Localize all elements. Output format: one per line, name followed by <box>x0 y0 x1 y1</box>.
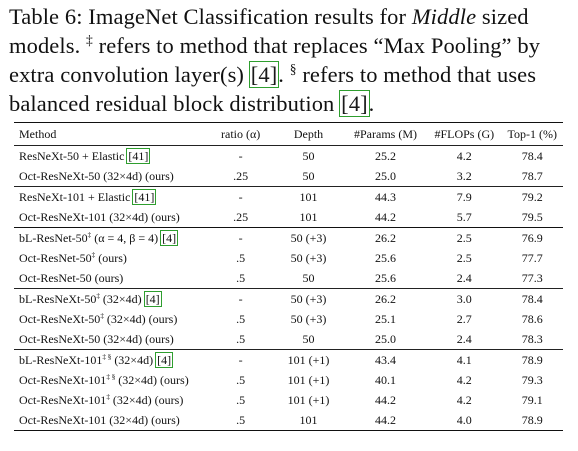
cell-top1: 79.5 <box>521 210 543 224</box>
table-row <box>14 410 563 431</box>
cell-method <box>14 410 208 431</box>
method-detail: (ours) <box>95 251 127 265</box>
cell-ratio: .25 <box>233 210 249 224</box>
caption-line-3 <box>9 60 571 89</box>
caption-text: sized <box>476 4 529 29</box>
caption-text: extra convolution layer(s) <box>9 62 250 87</box>
method-name: Oct-ResNet-50 (ours) <box>19 271 124 285</box>
cell-top1: 79.3 <box>521 373 543 387</box>
caption-text: models. <box>9 33 87 58</box>
cell-ratio: - <box>208 187 273 208</box>
cell-depth: 50 (+3) <box>273 228 344 249</box>
table-row <box>14 370 563 390</box>
table-row <box>14 207 563 228</box>
method-name: Oct-ResNeXt-101 <box>19 373 107 387</box>
cell-depth: 50 (+3) <box>273 289 344 310</box>
cell-depth: 101 <box>273 187 344 208</box>
cell-depth: 101 (+1) <box>287 373 330 387</box>
cell-depth: 50 (+3) <box>290 251 327 265</box>
header-ratio: ratio (α) <box>208 123 273 146</box>
table-row <box>14 309 563 329</box>
cell-flops: 2.5 <box>456 251 472 265</box>
cell-top1: 76.9 <box>501 228 563 249</box>
cell-params: 25.6 <box>375 251 396 265</box>
header-depth: Depth <box>273 123 344 146</box>
cell-top1: 78.7 <box>521 169 543 183</box>
cell-depth: 50 <box>302 271 315 285</box>
cell-flops: 4.2 <box>456 373 472 387</box>
method-detail: (32×4d) <box>99 292 145 306</box>
caption-italic: Middle <box>411 4 477 29</box>
table-body <box>14 146 563 431</box>
section-symbol: § <box>289 61 297 77</box>
cell-top1: 77.3 <box>521 271 543 285</box>
method-name: Oct-ResNeXt-50 (32×4d) (ours) <box>19 169 174 183</box>
cell-method <box>14 146 208 167</box>
table-row <box>14 268 563 289</box>
cell-depth: 50 (+3) <box>290 312 327 326</box>
caption-text: . <box>368 91 375 116</box>
cell-top1: 78.4 <box>501 289 563 310</box>
citation-link[interactable]: [4] <box>341 91 368 116</box>
caption-line-2 <box>9 31 571 60</box>
cell-method <box>14 207 208 228</box>
header-params: #Params (M) <box>344 123 427 146</box>
cell-flops: 4.1 <box>427 350 501 371</box>
caption-label: Table 6: <box>9 4 83 29</box>
caption-line-4 <box>9 89 571 118</box>
citation-link[interactable]: [41] <box>128 149 149 163</box>
cell-method <box>14 309 208 329</box>
method-name: Oct-ResNeXt-50 <box>19 312 101 326</box>
caption-line-1 <box>9 2 571 31</box>
cell-flops: 4.2 <box>456 149 472 163</box>
dagger-symbol: ‡ <box>86 32 93 48</box>
citation-link[interactable]: [4] <box>250 62 278 87</box>
header-flops: #FLOPs (G) <box>427 123 501 146</box>
table-row <box>14 228 563 249</box>
cell-flops: 4.2 <box>456 393 472 407</box>
cell-depth: 101 (+1) <box>287 393 330 407</box>
header-top1: Top-1 (%) <box>501 123 563 146</box>
cell-params: 26.2 <box>344 228 427 249</box>
table-row <box>14 390 563 410</box>
cell-flops: 2.7 <box>456 312 472 326</box>
citation-link[interactable]: [4] <box>157 353 172 367</box>
cell-ratio: - <box>208 350 273 371</box>
cell-ratio: .25 <box>233 169 249 183</box>
table-row <box>14 187 563 208</box>
method-name: bL-ResNeXt-101 <box>19 353 103 367</box>
method-name: bL-ResNet-50 <box>19 231 88 245</box>
table-row <box>14 248 563 268</box>
cell-ratio: .5 <box>236 373 246 387</box>
cell-flops: 2.4 <box>456 271 472 285</box>
table-caption <box>9 2 571 118</box>
cell-params: 44.3 <box>344 187 427 208</box>
cell-top1: 77.7 <box>521 251 543 265</box>
method-superscript: ‡ § <box>102 353 112 361</box>
cell-method <box>14 268 208 289</box>
table-row <box>14 350 563 371</box>
cell-flops: 3.2 <box>456 169 472 183</box>
cell-top1: 78.6 <box>521 312 543 326</box>
cell-flops: 2.5 <box>427 228 501 249</box>
cell-method <box>14 350 208 371</box>
method-detail: (32×4d) <box>111 353 157 367</box>
method-superscript: ‡ <box>87 231 92 239</box>
table-row <box>14 166 563 187</box>
citation-link[interactable]: [4] <box>145 292 160 306</box>
cell-flops: 3.0 <box>427 289 501 310</box>
method-name: Oct-ResNeXt-50 (32×4d) (ours) <box>19 332 174 346</box>
method-superscript: ‡ § <box>106 373 116 381</box>
method-name: bL-ResNeXt-50 <box>19 292 97 306</box>
caption-text: refers to method that replaces “Max Pooling” by <box>92 33 541 58</box>
method-name: ResNeXt-50 + Elastic <box>19 149 128 163</box>
cell-ratio: .5 <box>236 271 246 285</box>
cell-params: 44.2 <box>375 393 396 407</box>
cell-params: 25.0 <box>375 332 396 346</box>
cell-method <box>14 370 208 390</box>
cell-depth: 50 <box>302 332 315 346</box>
method-detail: (32×4d) (ours) <box>103 312 178 326</box>
cell-params: 44.2 <box>344 410 427 431</box>
cell-ratio: - <box>238 149 243 163</box>
cell-ratio: .5 <box>208 410 273 431</box>
cell-ratio: - <box>208 228 273 249</box>
caption-text: ImageNet Classification results for <box>82 4 412 29</box>
method-detail: (32×4d) (ours) <box>109 393 184 407</box>
table-row <box>14 329 563 350</box>
cell-params: 40.1 <box>375 373 396 387</box>
caption-text: . <box>278 62 290 87</box>
method-name: Oct-ResNet-50 <box>19 251 92 265</box>
table-header-row <box>14 123 563 146</box>
method-name: Oct-ResNeXt-101 (32×4d) (ours) <box>19 413 180 427</box>
cell-method <box>14 187 208 208</box>
method-detail: (α = 4, β = 4) <box>91 231 162 245</box>
method-superscript: ‡ <box>106 393 110 401</box>
cell-method <box>14 390 208 410</box>
cell-ratio: .5 <box>236 251 246 265</box>
cell-params: 25.2 <box>375 149 396 163</box>
cell-method <box>14 248 208 268</box>
method-name: Oct-ResNeXt-101 (32×4d) (ours) <box>19 210 180 224</box>
cell-depth: 50 <box>302 149 315 163</box>
cell-method <box>14 329 208 350</box>
table-row <box>14 146 563 167</box>
cell-top1: 78.9 <box>501 410 563 431</box>
cell-ratio: - <box>208 289 273 310</box>
caption-text: balanced residual block distribution <box>9 91 341 116</box>
cell-params: 44.2 <box>375 210 396 224</box>
cell-depth: 101 (+1) <box>273 350 344 371</box>
method-detail: (32×4d) (ours) <box>115 373 189 387</box>
cell-top1: 78.9 <box>501 350 563 371</box>
cell-depth: 50 <box>302 169 315 183</box>
method-name: ResNeXt-101 + Elastic <box>19 190 134 204</box>
cell-flops: 5.7 <box>456 210 472 224</box>
cell-ratio: .5 <box>236 332 246 346</box>
cell-ratio: .5 <box>236 393 246 407</box>
cell-params: 25.6 <box>375 271 396 285</box>
cell-method <box>14 228 208 249</box>
cell-method <box>14 166 208 187</box>
cell-params: 26.2 <box>344 289 427 310</box>
citation-link[interactable]: [41] <box>134 190 155 204</box>
table-row <box>14 289 563 310</box>
cell-flops: 4.0 <box>427 410 501 431</box>
method-superscript: ‡ <box>91 251 96 259</box>
cell-params: 25.0 <box>375 169 396 183</box>
results-table <box>14 122 563 431</box>
cell-flops: 2.4 <box>456 332 472 346</box>
citation-link[interactable]: [4] <box>162 231 177 245</box>
caption-text: refers to method that uses <box>296 62 537 87</box>
cell-params: 25.1 <box>375 312 396 326</box>
cell-top1: 78.3 <box>521 332 543 346</box>
method-superscript: ‡ <box>100 312 104 320</box>
method-superscript: ‡ <box>96 292 100 300</box>
cell-method <box>14 289 208 310</box>
cell-top1: 79.2 <box>501 187 563 208</box>
method-name: Oct-ResNeXt-101 <box>19 393 107 407</box>
cell-params: 43.4 <box>344 350 427 371</box>
cell-top1: 79.1 <box>521 393 543 407</box>
cell-flops: 7.9 <box>427 187 501 208</box>
cell-ratio: .5 <box>236 312 246 326</box>
cell-depth: 101 <box>273 410 344 431</box>
cell-depth: 101 <box>299 210 318 224</box>
header-method: Method <box>14 123 208 146</box>
cell-top1: 78.4 <box>521 149 543 163</box>
